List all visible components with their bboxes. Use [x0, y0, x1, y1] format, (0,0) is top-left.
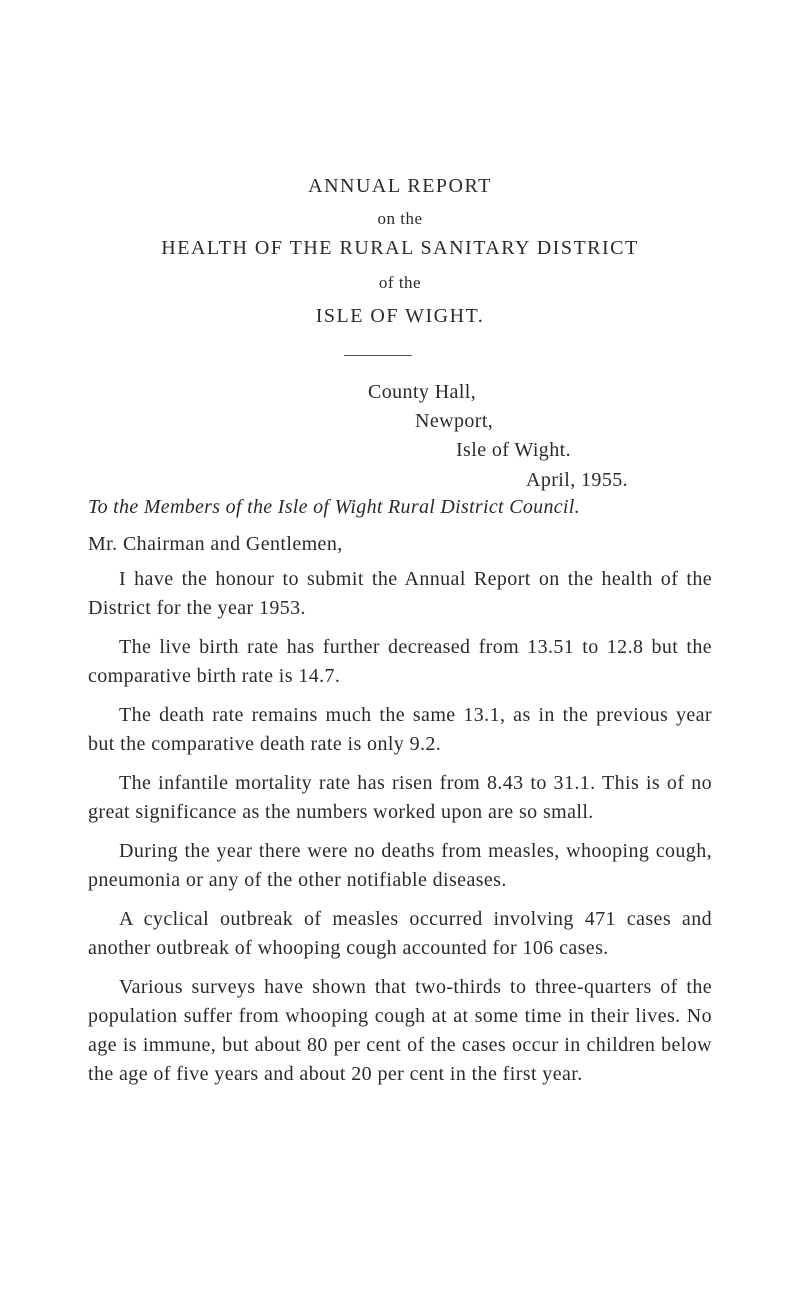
addressee-line: To the Members of the Isle of Wight Rural District Council. [88, 496, 580, 518]
paragraph: I have the honour to submit the Annual Report on the health of the District for the year 1953. [88, 568, 712, 619]
title-health-district: HEALTH OF THE RURAL SANITARY DISTRICT [161, 237, 639, 259]
address-line-county-hall: County Hall, [368, 381, 477, 403]
paragraph: The live birth rate has further decreased from 13.51 to 12.8 but the comparative birth rate is 14.7. [88, 636, 712, 687]
paragraph: The infantile mortality rate has risen from 8.43 to 31.1. This is of no great significance as the numbers worked upon are so small. [88, 772, 712, 823]
paragraph: During the year there were no deaths from measles, whooping cough, pneumonia or any of the other notifiable diseases. [88, 840, 712, 891]
greeting-line: Mr. Chairman and Gentlemen, [88, 533, 343, 555]
paragraph: Various surveys have shown that two-thirds to three-quarters of the population suffer from whooping cough at at some time in their lives. No age is immune, but about 80 per cent of the cases occur in children below the age of five years and about 20 per cent in the first year. [88, 976, 712, 1085]
paragraph: The death rate remains much the same 13.1, as in the previous year but the comparative death rate is only 9.2. [88, 704, 712, 755]
address-line-isle: Isle of Wight. [456, 439, 571, 461]
paragraph: A cyclical outbreak of measles occurred involving 471 cases and another outbreak of whooping cough accounted for 106 cases. [88, 908, 712, 959]
title-of-the: of the [378, 273, 422, 292]
title-divider [344, 355, 412, 356]
address-line-newport: Newport, [415, 410, 494, 432]
report-body [88, 565, 712, 1099]
title-annual-report: ANNUAL REPORT [308, 175, 492, 197]
title-isle-of-wight: ISLE OF WIGHT. [315, 305, 485, 327]
address-date: April, 1955. [526, 469, 629, 491]
title-on-the: on the [377, 209, 423, 228]
